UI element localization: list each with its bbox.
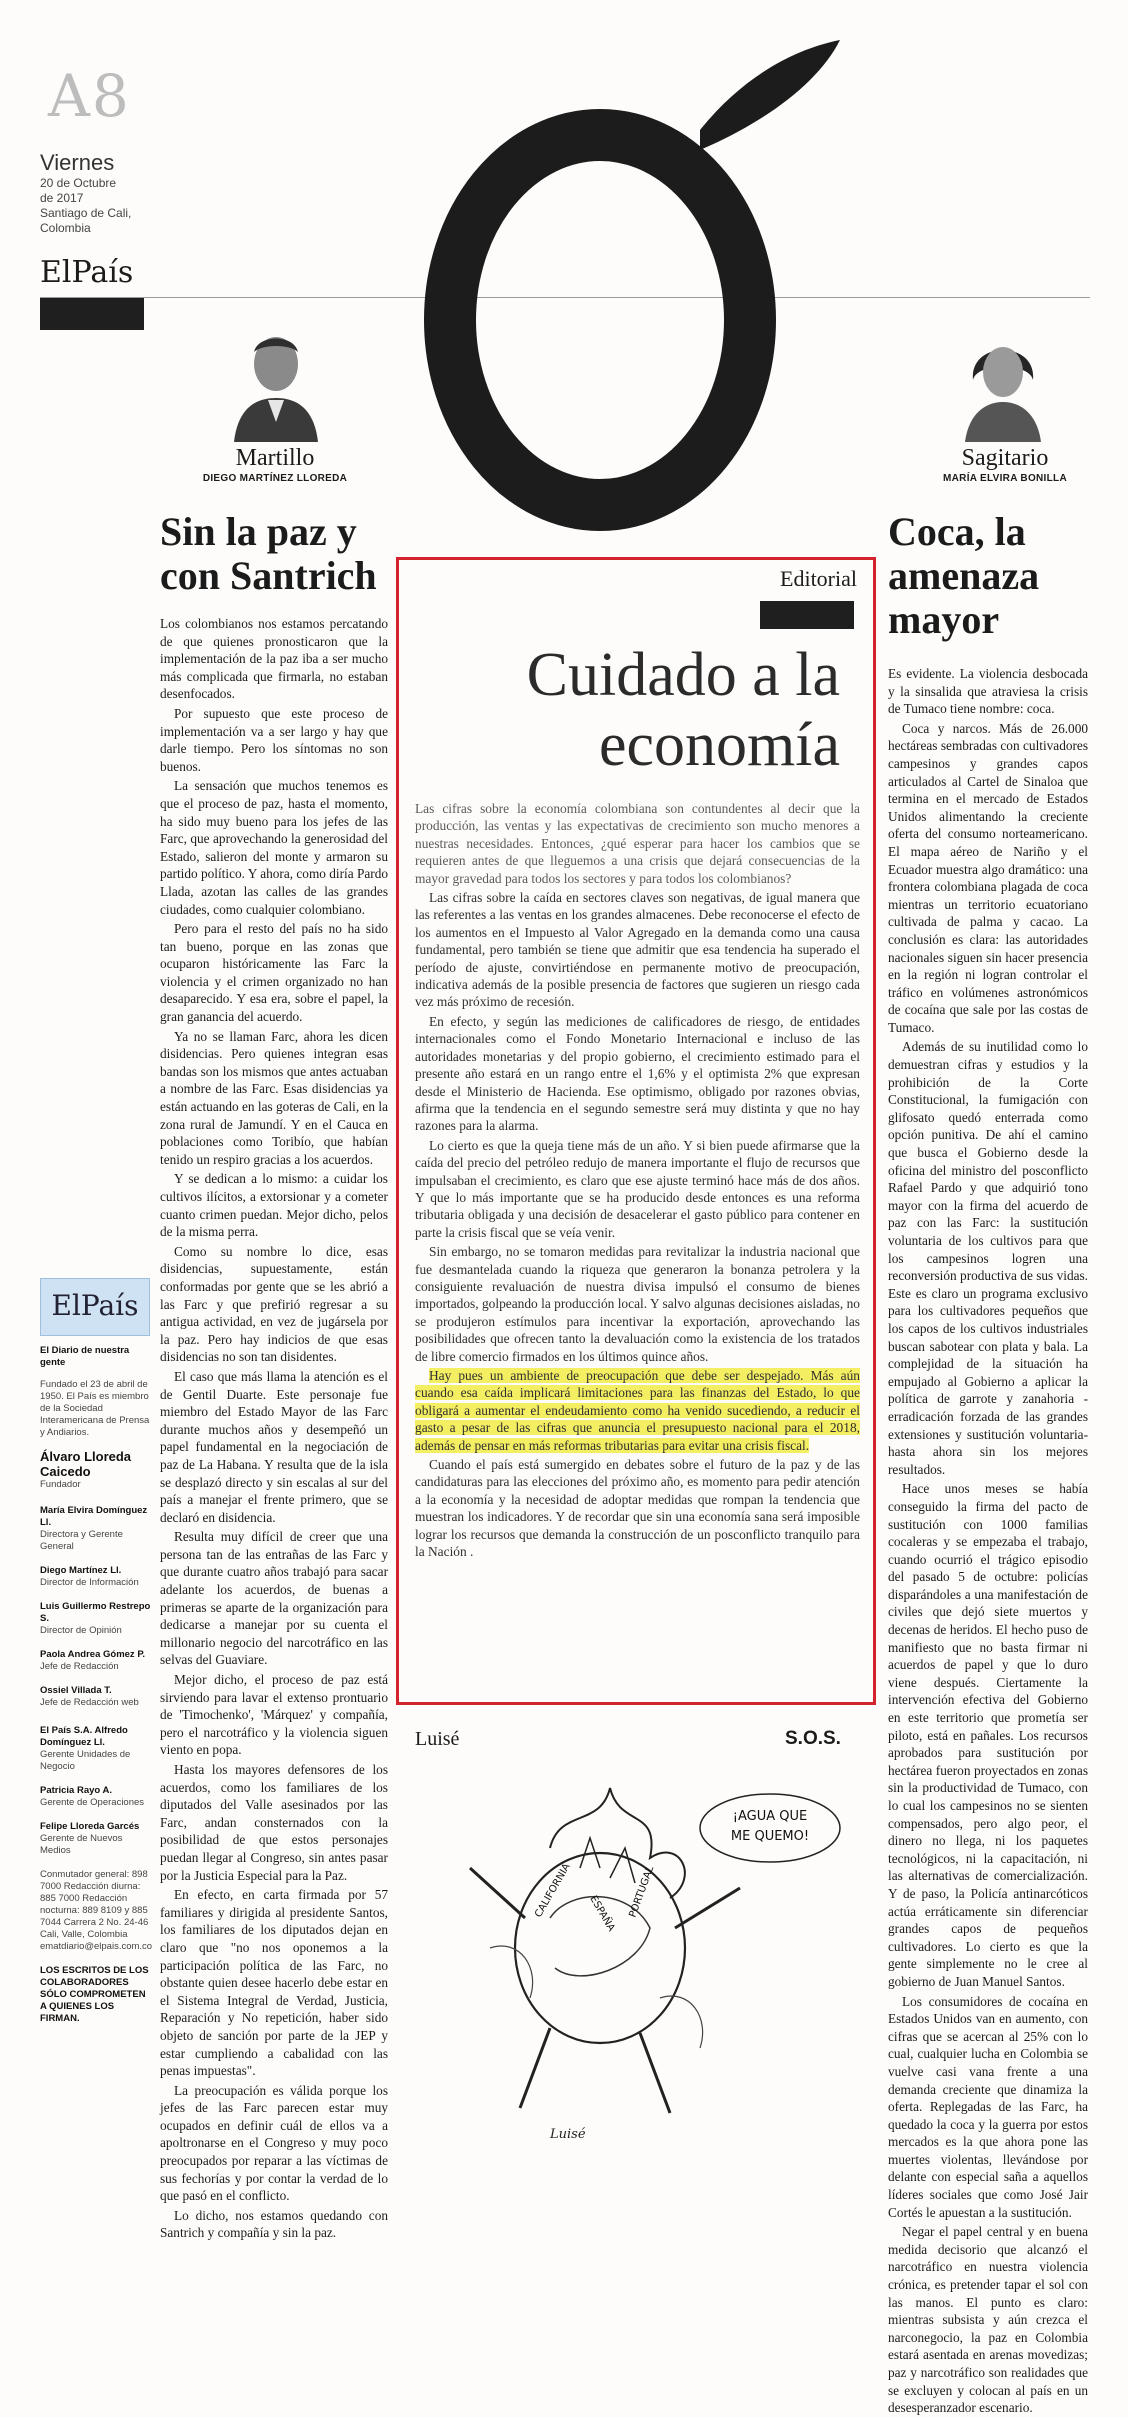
staff-role: Director de Opinión — [40, 1625, 122, 1636]
right-author-name: MARÍA ELVIRA BONILLA — [943, 473, 1067, 484]
staff-entry — [40, 1565, 152, 1589]
page-number: A8 — [48, 62, 131, 130]
left-paragraph: Resulta muy difícil de creer que una persona tan de las entrañas de las Farc y que durante cuatro años trabajó para sacar adelante los acuerdos, de buenas a primeras se aparte de la organización para dedicarse a manejar por su cuenta el millonario negocio del narcotráfico en las selvas del Guaviare. — [160, 1529, 388, 1668]
left-paragraph: Hasta los mayores defensores de los acuerdos, como los familiares de los diputados del Valle asesinados por las Farc, andan consternados con la posibilidad de que estos personajes puedan llegar al Congreso, sin antes pasar por la Justicia Especial para la Paz. — [160, 1762, 388, 1883]
left-paragraph: Los colombianos nos estamos percatando de que quienes pronosticaron que la implementación de la paz iba a ser mucho más complicada que firmarla, no estaban desenfocados. — [160, 616, 388, 702]
left-paragraph: En efecto, en carta firmada por 57 familiares y dirigida al presidente Santos, los familiares de los diputados dejan en claro que "no nos oponemos a la participación política de las Farc, no obstante quien desee hacerlo debe estar en el Sistema Integral de Verdad, Justicia, Reparación y No repetición, haber sido objeto de sanción por parte de la JEP y estar cumpliendo a cabalidad con las penas impuestas". — [160, 1887, 388, 2079]
cartoon-speech-line1: ¡AGUA QUE — [732, 1809, 808, 1824]
right-column-body — [888, 665, 1088, 2416]
cartoon-label-espana: ESPAÑA — [587, 1894, 617, 1934]
staff-entry — [40, 1785, 152, 1809]
staff-name: Ossiel Villada T. — [40, 1685, 112, 1696]
left-column-body — [160, 615, 388, 2241]
right-paragraph: Hace unos meses se había conseguido la firma del pacto de sustitución con 1000 familias cocaleras y se empezaba el trabajo, cuando ocurrió el trágico episodio del pasado 5 de octubre: policías disparándoles a una manifestación de civiles que dejó siete muertos y decenas de heridos. El hecho puso de manifiesto que no basta firmar ni acuerdos de papel y que lo duro viene después. Ciertamente la intervención efectiva del Gobierno en este territorio que prometía ser piloto, está en pañales. Los recursos aprobados para sustitución por hectárea fueron proyectados en zonas sin la productividad de Tumaco, con lo cual los campesinos no se sienten compensados, pero algo peor, el dinero no llega, ni los paquetes tecnológicos, ni la capacitación, ni las alternativas de comercialización. Y de paso, la Policía antinarcóticos actúa erráticamente sin diferenciar grandes capos de pequeños cultivadores. Lo cierto es que la gente simplemente no le cree al gobierno de Juan Manuel Santos. — [888, 1481, 1088, 1989]
cartoon-label-california: CALIFORNIA — [533, 1861, 573, 1920]
left-column-title: Sin la paz y con Santrich — [160, 509, 377, 598]
editorial-paragraph: Lo cierto es que la queja tiene más de un año. Y si bien puede afirmarse que la caída del precio del petróleo redujo de manera importante el flujo de recursos que impulsaban el crecimiento, es claro que ese ajuste terminó hace más de dos años. Y que lo más importante que se ha producido desde entonces es una reforma tributaria obligada y una decisión de desacelerar el gasto público para contener en parte la crisis fiscal que se veía venir. — [415, 1137, 860, 1240]
left-paragraph: Lo dicho, nos estamos quedando con Santrich y compañía y sin la paz. — [160, 2207, 388, 2241]
editorial-paragraph: Cuando el país está sumergido en debates sobre el futuro de la paz y de las candidaturas para las elecciones del próximo año, es momento para pedir atención a la economía y la necesidad de adoptar medidas que rompan la tendencia que muestran los indicadores. Y de recordar que sin una economía sana será imposible lograr los recursos que demanda la construcción de un posconflicto tranquilo para la Nación . — [415, 1457, 860, 1560]
founder-name: Álvaro Lloreda Caicedo — [40, 1449, 132, 1479]
right-paragraph: Negar el papel central y en buena medida decisorio que alcanzó el narcotráfico en nuestra violencia crónica, es pretender tapar el sol con las manos. El punto es claro: mientras subsista y aún crezca el narconegocio, la paz en Colombia estará asentada en arenas movedizas; paz y narcotráfico son realidades que se excluyen y colocan al país en un desesperanzador escenario. — [888, 2224, 1088, 2416]
staff-role: Gerente Unidades de Negocio — [40, 1749, 131, 1772]
left-author-name: DIEGO MARTÍNEZ LLOREDA — [202, 473, 348, 484]
staff-name: Paola Andrea Gómez P. — [40, 1649, 146, 1660]
staff-name: Patricia Rayo A. — [40, 1785, 112, 1796]
left-paragraph: El caso que más llama la atención es el de Gentil Duarte. Este personaje fue miembro del Estado Mayor de las Farc durante muchos años y desempeñó un papel fundamental en la negociación de paz de La Habana. Y resulta que de la isla se desplazó directo y sin escalas al sur del país a manejar el frente primero, que se declaró en disidencia. — [160, 1368, 388, 1525]
staff-name: Felipe Lloreda Garcés — [40, 1821, 140, 1832]
cartoon-drawing — [430, 1768, 850, 2148]
staff-entry — [40, 1505, 152, 1553]
dateline-country: Colombia — [40, 221, 91, 235]
right-paragraph: Los consumidores de cocaína en Estados Unidos van en aumento, con cifras que se acercan al 25% con lo cual, cualquier lucha en Colombia se vuelve casi vana frente a una demanda creciente que dinamiza la oferta. Replegadas de las Farc, ha quedado la coca y la guerra por estos mercados es la que ahora pone las muertes violentas, llevándose por delante con especial saña a aquellos líderes sociales que como José Jair Cortés le apuestan a la sustitución. — [888, 1993, 1088, 2220]
cartoon-signature: Luisé — [550, 2127, 586, 2142]
left-paragraph: Y se dedican a lo mismo: a cuidar los cultivos ilícitos, a extorsionar y a cometer cuanto crimen puedan. Mejor dicho, pelos de la misma perra. — [160, 1171, 388, 1240]
editorial-highlight: Hay pues un ambiente de preocupación que debe ser despejado. Más aún cuando esa caída implicará limitaciones para las finanzas del Estado, lo que obligará a aumentar el endeudamiento como ha venido sucediendo, a reducir el gasto a pesar de las cifras que anuncia el presupuesto nacional para el 2018, además de pensar en más reformas tributarias para evitar una crisis fiscal. — [415, 1368, 860, 1453]
right-paragraph: Es evidente. La violencia desbocada y la sinsalida que atraviesa la crisis de Tumaco tiene nombre: coca. — [888, 666, 1088, 717]
brand-logo: ElPaís — [40, 255, 134, 290]
masthead-disclaimer: LOS ESCRITOS DE LOS COLABORADORES SÓLO COMPROMETEN A QUIENES LOS FIRMAN. — [40, 1965, 149, 2024]
dateline-year: de 2017 — [40, 191, 84, 205]
right-section-name: Sagitario — [961, 445, 1049, 471]
staff-role: Director de Información — [40, 1577, 139, 1588]
staff-name: El País S.A. Alfredo Domínguez Ll. — [40, 1725, 128, 1748]
staff-name: María Elvira Domínguez Ll. — [40, 1505, 148, 1528]
left-paragraph: La sensación que muchos tenemos es que el proceso de paz, hasta el momento, ha sido muy bueno para los jefes de las Farc, que aprovechando la generosidad del Estado, salieron del monte y armaron su partido político. Y ahora, como diría Pardo Llada, azotan las calles de las grandes ciudades, como cualquier colombiano. — [160, 778, 388, 917]
staff-role: Jefe de Redacción web — [40, 1697, 139, 1708]
staff-role: Directora y Gerente General — [40, 1529, 123, 1552]
masthead-tagline: El Diario de nuestra gente — [40, 1345, 130, 1368]
dateline — [40, 150, 160, 236]
cartoon-artist: Luisé — [415, 1728, 460, 1750]
editorial-lead: Las cifras sobre la economía colombiana son contundentes al decir que la producción, las ventas y las expectativas de crecimiento son mucho menores a nuestras necesidades. Entonces, ¿qué esperar para hacer los cambios que se requieren antes de que lleguemos a una crisis que dejará consecuencias de la mayor gravedad para todos los sectores y para todos los colombianos? — [415, 801, 860, 886]
masthead-founded: Fundado el 23 de abril de 1950. El País es miembro de la Sociedad Interamericana de Prensa y Andiarios. — [40, 1379, 150, 1438]
left-paragraph: La preocupación es válida porque los jefes de las Farc parecen estar muy ocupados en definir cuál de ellos va a apoltronarse en el Congreso y muy poco preocupados por reparar a las víctimas de sus fechorías y por contar la verdad de lo que pasó en el conflicto. — [160, 2082, 388, 2204]
staff-name: Luis Guillermo Restrepo S. — [40, 1601, 151, 1624]
masthead-contact: Conmutador general: 898 7000 Redacción diurna: 885 7000 Redacción nocturna: 889 8109 y 885 7044 Carrera 2 No. 24-46 Cali, Valle, Colombia ematdiario@elpais.com.co — [40, 1869, 153, 1952]
left-paragraph: Ya no se llaman Farc, ahora les dicen disidencias. Pero quienes integran esas bandas son los mismos que antes actuaban a nombre de las Farc. Esas disidencias ya están actuando en las goteras de Cali, en la zona rural de Jamundí. Y en el Cauca en poblaciones como Toribío, que habían tenido un respiro gracias a los acuerdos. — [160, 1028, 388, 1167]
editorial-paragraph: En efecto, y según las mediciones de calificadores de riesgo, de entidades internacionales como el Fondo Monetario Internacional e incluso de las autoridades monetarias y del propio gobierno, el crecimiento estimado para el presente año estará en un rango entre el 1,6% y el optimista 2% que expresan desde el Ministerio de Hacienda. Ese optimismo, obligado por razones obvias, afirma que la tendencia en el segundo semestre será muy distinta y que no hay razones para la alarma. — [415, 1013, 860, 1134]
dateline-day: Viernes — [40, 150, 115, 175]
masthead-box — [40, 1345, 152, 2025]
editorial-body — [415, 800, 860, 1695]
editorial-title-line1: Cuidado a la — [526, 641, 840, 709]
staff-entry — [40, 1725, 152, 1773]
right-column-title: Coca, la amenaza mayor — [888, 509, 1040, 642]
editorial-paragraph: Sin embargo, no se tomaron medidas para revitalizar la industria nacional que fue desmantelada cuando la riqueza que generaron la bonanza petrolera y la consiguiente revaluación de nuestra divisa impulsó el consumo de bienes importados, golpeando la producción local. Y salvo algunas decisiones aisladas, no se produjeron estímulos para incentivar la exportación, aprovechando las posibilidades que ofrecen tanto la devaluación como la existencia de los tratados de libre comercio firmados en los últimos quince años. — [415, 1244, 860, 1364]
staff-role: Gerente de Nuevos Medios — [40, 1833, 123, 1856]
right-paragraph: Coca y narcos. Más de 26.000 hectáreas sembradas con cultivadores campesinos y grandes capos articulados al Cartel de Sinaloa que termina en el mercado de Estados Unidos alimentando la creciente oferta del consumo norteamericano. El mapa aéreo de Nariño y el Ecuador muestra algo dramático: una frontera colombiana plagada de coca mientras un territorio ecuatoriano cultivada de palma y cacao. La conclusión es clara: las autoridades nacionales siguen sin hacer presencia en la región ni logran controlar el tráfico en volúmenes astronómicos de cocaína que sale por las costas de Tumaco. — [888, 720, 1088, 1035]
left-paragraph: Mejor dicho, el proceso de paz está sirviendo para lavar el extenso prontuario de 'Timochenko', 'Márquez' y compañía, pero el narcotráfico y la violencia siguen viento en popa. — [160, 1672, 388, 1758]
author-photo-left — [228, 322, 324, 442]
left-paragraph: Por supuesto que este proceso de implementación va a ser largo y hay que darle tiempo. Pero los síntomas no son buenos. — [160, 705, 388, 774]
cartoon-speech-line2: ME QUEMO! — [730, 1829, 810, 1844]
founder-role: Fundador — [40, 1479, 81, 1490]
dateline-city: Santiago de Cali, — [40, 206, 132, 220]
left-section-name: Martillo — [235, 445, 315, 471]
staff-name: Diego Martínez Ll. — [40, 1565, 122, 1576]
cartoon-title: S.O.S. — [785, 1728, 841, 1749]
staff-entry — [40, 1601, 152, 1637]
staff-role: Gerente de Operaciones — [40, 1797, 145, 1808]
masthead-logo: ElPaís — [40, 1278, 150, 1336]
staff-entry — [40, 1821, 152, 1857]
editorial-paragraph: Las cifras sobre la caída en sectores claves son negativas, de igual manera que las referentes a las ventas en los grandes almacenes. Debe reconocerse el efecto de los aumentos en el Impuesto al Valor Agregado en la demanda como una causa fundamental, pero también se tiene que admitir que esa tendencia ha superado el período de ajuste, convirtiéndose en permanente motivo de preocupación, indicativa además de la posible presencia de factores que sugieren un riesgo cada vez más próximo de recesión. — [415, 890, 860, 1010]
left-paragraph: Pero para el resto del país no ha sido tan bueno, porque en las zonas que ocuparon históricamente las Farc la violencia y el crimen organizado no han desaparecido. Y esa era, sobre el papel, la gran ganancia del acuerdo. — [160, 921, 388, 1025]
cartoon-label-portugal: PORTUGAL — [627, 1864, 657, 1920]
dateline-date: 20 de Octubre — [40, 176, 117, 190]
editorial-title-line2: economía — [598, 711, 840, 779]
author-photo-right — [955, 322, 1051, 442]
staff-entry — [40, 1685, 152, 1709]
brand-bar — [40, 298, 144, 330]
editorial-title — [410, 640, 840, 780]
editorial-bar — [760, 601, 854, 629]
opinion-o-graphic — [400, 40, 860, 520]
left-paragraph: Como su nombre lo dice, esas disidencias, supuestamente, están conformadas por gente que se les abrió a las Farc y que prefirió regresar a su antigua actividad, en vez de jugársela por la paz. Pero hay indicios de que esas disidencias no son tan disidentes. — [160, 1243, 388, 1365]
staff-role: Jefe de Redacción — [40, 1661, 119, 1672]
editorial-label: Editorial — [780, 566, 857, 591]
right-paragraph: Además de su inutilidad como lo demuestran cifras y estudios y la prohibición de la Corte Constitucional, la fumigación con glifosato quedó enterrada como opción punitiva. De ahí el camino que busca el Gobierno desde la oficina del ministro del posconflicto Rafael Pardo y que adquirió tono mayor con la firma del acuerdo de paz con las Farc: la sustitución voluntaria de los cultivos para que los campesinos logren una reconversión productiva de sus vidas. Este es claro un programa exclusivo para los cultivadores pequeños que los capos de los cultivos industriales buscan sabotear con plata y bala. La complejidad de la situación ha empujado al Gobierno a aplicar la política de garrote y zanahoria -erradicación forzada de las grandes extensiones y sustitución voluntaria- hasta ahora sin los mejores resultados. — [888, 1039, 1088, 1477]
staff-entry — [40, 1649, 152, 1673]
